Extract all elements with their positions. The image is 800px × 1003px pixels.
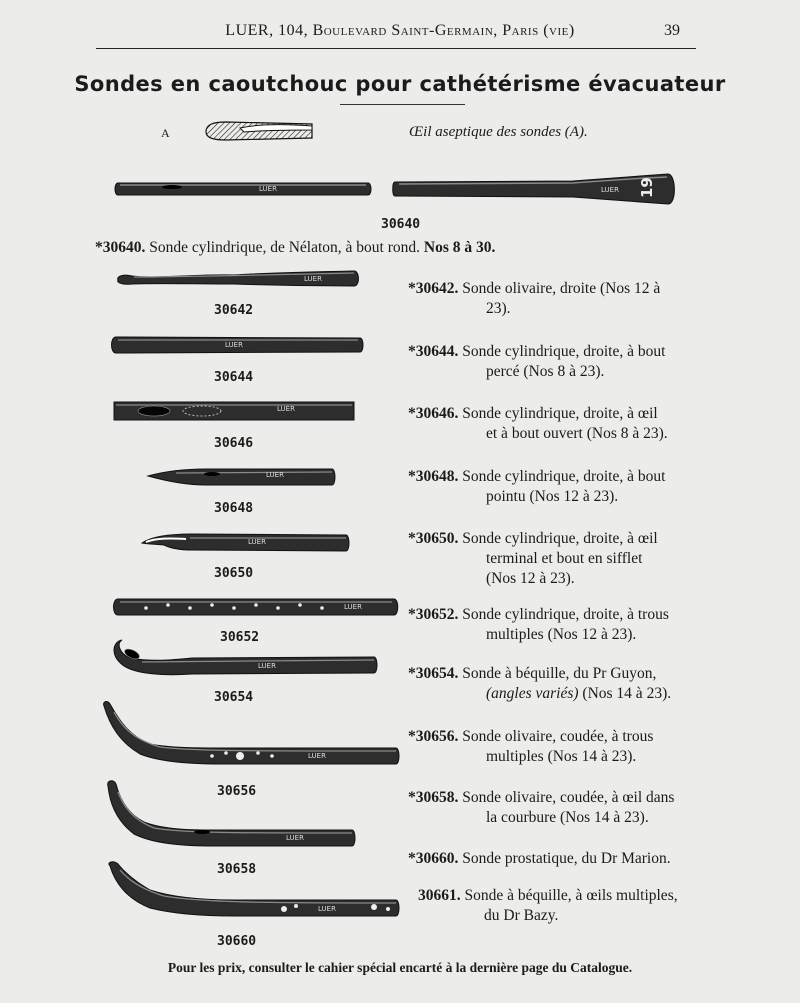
entry-sizes: (Nos 14 à 23).	[582, 685, 672, 702]
catheter-30654	[112, 632, 382, 680]
figure-code-30640: 30640	[381, 217, 421, 232]
entry-description-angles: (angles variés)	[486, 685, 579, 702]
entry-description-line-2: multiples (Nos 12 à 23).	[486, 626, 637, 643]
catheter-30660	[104, 860, 404, 922]
luer-stamp: LUER	[304, 275, 322, 283]
entry-sizes: Nos 8 à 30.	[423, 239, 496, 256]
figure-code-30658: 30658	[217, 862, 257, 877]
figure-code-30656: 30656	[217, 784, 257, 799]
entry-description-line-1: Sonde prostatique, du Dr Marion.	[462, 850, 671, 867]
figure-code-30660: 30660	[217, 934, 257, 949]
entry-code: *30640.	[95, 239, 146, 256]
entry-code: *30654.	[408, 665, 459, 682]
entry-description-line-2: percé (Nos 8 à 23).	[486, 363, 605, 380]
header-rule	[96, 48, 696, 49]
entry-description-line-1: Sonde à béquille, du Pr Guyon,	[462, 665, 657, 682]
catheter-30644	[110, 334, 365, 356]
figure-code-30652: 30652	[220, 630, 260, 645]
entry-30658	[408, 788, 674, 828]
entry-code: *30656.	[408, 728, 459, 745]
entry-description: Sonde cylindrique, de Nélaton, à bout rond.	[149, 239, 421, 256]
figure-code-30642: 30642	[214, 303, 254, 318]
page-title: Sondes en caoutchouc pour cathétérisme évacuateur	[74, 72, 726, 96]
size-mark: 19	[638, 177, 656, 198]
entry-description-line-1: Sonde cylindrique, droite, à bout	[462, 343, 666, 360]
catheter-30646	[112, 398, 357, 424]
entry-30654	[408, 664, 671, 704]
footer-note: Pour les prix, consulter le cahier spécial encarté à la dernière page du Catalogue.	[167, 960, 633, 975]
entry-code: *30650.	[408, 530, 459, 547]
catheter-30640-left	[114, 176, 374, 202]
entry-code: 30661.	[418, 887, 461, 904]
running-title: LUER, 104, Boulevard Saint-Germain, Paris (vie)	[225, 22, 575, 39]
figure-code-30650: 30650	[214, 566, 254, 581]
catheter-30658	[104, 778, 359, 850]
entry-description-line-1: Sonde à béquille, à œils multiples,	[464, 887, 678, 904]
entry-30646	[408, 404, 668, 444]
luer-stamp: LUER	[308, 752, 326, 760]
luer-stamp: LUER	[318, 905, 336, 913]
catheter-30640-right	[393, 170, 678, 210]
luer-stamp: LUER	[601, 186, 619, 194]
luer-stamp: LUER	[248, 538, 266, 546]
entry-30648	[408, 467, 665, 507]
figure-code-30654: 30654	[214, 690, 254, 705]
page-number: 39	[664, 22, 680, 39]
luer-stamp: LUER	[266, 471, 284, 479]
catheter-30656	[100, 698, 405, 770]
entry-description-line-2: terminal et bout en sifflet	[486, 550, 643, 567]
luer-stamp: LUER	[225, 341, 243, 349]
entry-code: *30658.	[408, 789, 459, 806]
entry-code: *30642.	[408, 280, 459, 297]
catheter-30642	[114, 268, 362, 292]
entry-description-line-1: Sonde cylindrique, droite, à œil	[462, 405, 658, 422]
catheter-30648	[146, 465, 338, 489]
entry-description-line-1: Sonde olivaire, coudée, à œil dans	[462, 789, 675, 806]
entry-30660	[408, 849, 671, 869]
entry-30661	[418, 886, 678, 926]
entry-description-line-2: 23).	[486, 300, 511, 317]
entry-description-line-2: et à bout ouvert (Nos 8 à 23).	[486, 425, 668, 442]
luer-stamp: LUER	[344, 603, 362, 611]
entry-code: *30646.	[408, 405, 459, 422]
entry-description-line-1: Sonde olivaire, droite (Nos 12 à	[462, 280, 661, 297]
entry-30652	[408, 605, 669, 645]
luer-stamp: LUER	[258, 662, 276, 670]
entry-description-line-1: Sonde olivaire, coudée, à trous	[462, 728, 654, 745]
entry-description-line-2: pointu (Nos 12 à 23).	[486, 488, 619, 505]
entry-code: *30644.	[408, 343, 459, 360]
entry-code: *30652.	[408, 606, 459, 623]
luer-stamp: LUER	[259, 185, 277, 193]
luer-stamp: LUER	[277, 405, 295, 413]
entry-description-line-3: (Nos 12 à 23).	[486, 570, 575, 587]
entry-30650	[408, 529, 658, 589]
entry-code: *30660.	[408, 850, 459, 867]
entry-description-line-2: multiples (Nos 14 à 23).	[486, 748, 637, 765]
entry-30640	[95, 238, 495, 258]
figure-code-30644: 30644	[214, 370, 254, 385]
title-rule	[340, 104, 465, 105]
eye-figure-label: A	[161, 126, 170, 140]
eye-detail-illustration	[200, 118, 320, 146]
entry-30642	[408, 279, 660, 319]
catheter-30650	[140, 530, 352, 556]
figure-code-30648: 30648	[214, 501, 254, 516]
figure-code-30646: 30646	[214, 436, 254, 451]
entry-description-line-2: la courbure (Nos 14 à 23).	[486, 809, 649, 826]
eye-figure-caption: Œil aseptique des sondes (A).	[409, 124, 588, 140]
entry-30644	[408, 342, 665, 382]
entry-code: *30648.	[408, 468, 459, 485]
entry-description-line-1: Sonde cylindrique, droite, à œil	[462, 530, 658, 547]
entry-description-line-2	[408, 684, 671, 704]
luer-stamp: LUER	[286, 834, 304, 842]
entry-30656	[408, 727, 653, 767]
page-header	[0, 22, 800, 46]
entry-description-line-1: Sonde cylindrique, droite, à bout	[462, 468, 666, 485]
entry-description-line-2: du Dr Bazy.	[484, 907, 559, 924]
catheter-30652	[112, 596, 400, 620]
entry-description-line-1: Sonde cylindrique, droite, à trous	[462, 606, 669, 623]
